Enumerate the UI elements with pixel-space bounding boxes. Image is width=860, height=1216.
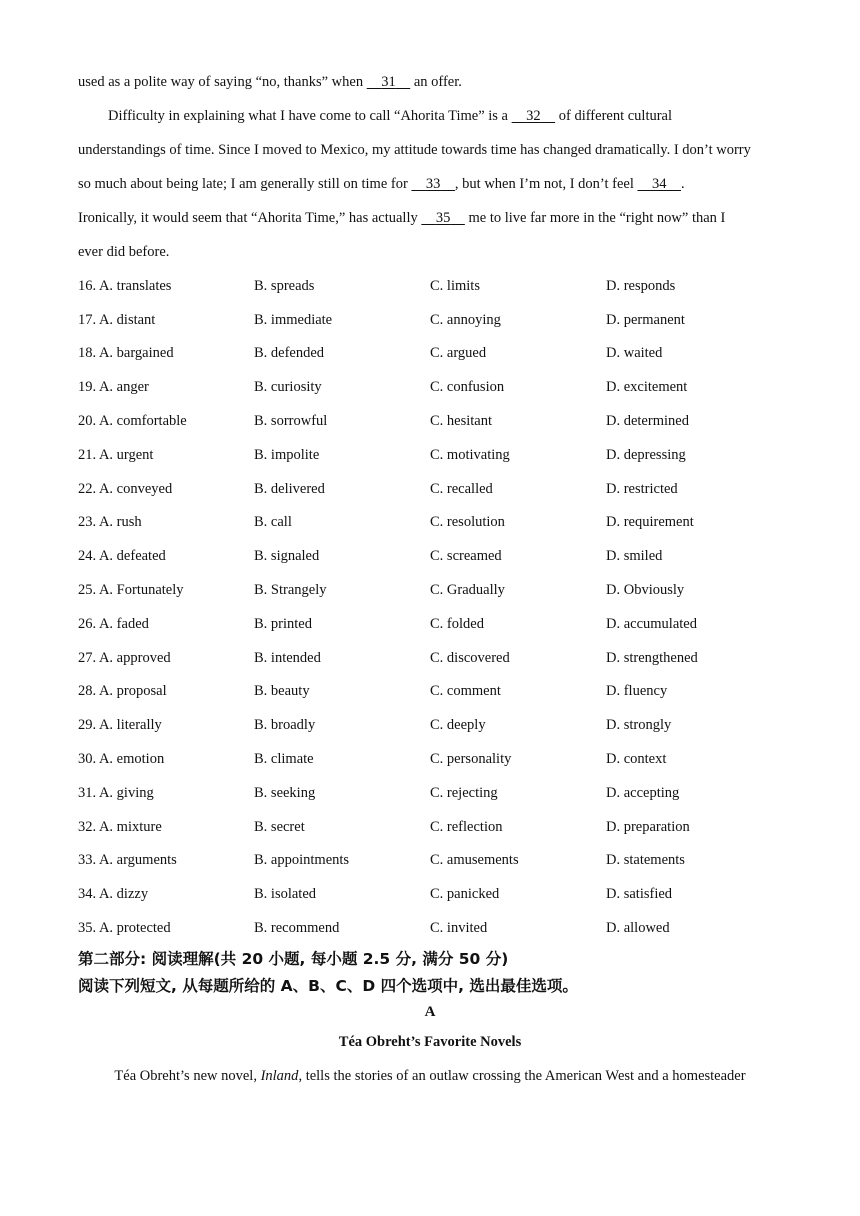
- option-a: A. defeated: [98, 548, 166, 564]
- option-a: A. rush: [98, 514, 142, 530]
- option-b: B. signaled: [254, 548, 320, 564]
- option-b: B. climate: [254, 751, 314, 767]
- blank-35: 35: [435, 210, 451, 226]
- option-d: D. waited: [606, 345, 663, 361]
- passage-line: understandings of time. Since I moved to Mexico, my attitude towards time has changed dramatically. I don’t worry: [78, 142, 751, 158]
- question-row: 21. A. urgent B. impolite C. motivating D. depressing: [78, 447, 686, 463]
- option-d: D. excitement: [606, 379, 688, 395]
- passage-line: [78, 176, 685, 193]
- blank-31: 31: [381, 74, 396, 90]
- question-row: 20. A. comfortable B. sorrowful C. hesitant D. determined: [78, 413, 689, 429]
- option-a: A. translates: [98, 278, 172, 294]
- option-b: B. impolite: [254, 447, 320, 463]
- option-c: C. motivating: [430, 447, 510, 463]
- option-c: C. confusion: [430, 379, 505, 395]
- question-row: 23. A. rush B. call C. resolution D. requirement: [78, 514, 694, 530]
- blank-32: 32: [526, 108, 541, 124]
- option-b: B. seeking: [254, 785, 316, 801]
- option-c: C. panicked: [430, 886, 500, 902]
- novel-title: Inland: [260, 1068, 299, 1084]
- option-d: D. determined: [606, 413, 689, 429]
- question-row: 28. A. proposal B. beauty C. comment D. fluency: [78, 683, 668, 699]
- passage-line: [78, 74, 462, 91]
- option-d: D. preparation: [606, 819, 690, 835]
- question-row: 19. A. anger B. curiosity C. confusion D. excitement: [78, 379, 688, 395]
- option-d: D. requirement: [606, 514, 694, 530]
- option-a: A. giving: [98, 785, 154, 801]
- option-d: D. accepting: [606, 785, 680, 801]
- option-d: D. Obviously: [606, 582, 685, 598]
- option-b: B. broadly: [254, 717, 316, 733]
- question-row: 22. A. conveyed B. delivered C. recalled D. restricted: [78, 481, 678, 497]
- option-a: A. mixture: [98, 819, 162, 835]
- passage-text: , but when I’m not, I don’t feel: [454, 176, 638, 192]
- article-title: Téa Obreht’s Favorite Novels: [338, 1034, 522, 1050]
- option-b: B. spreads: [254, 278, 315, 294]
- option-b: B. printed: [254, 616, 312, 632]
- option-c: C. invited: [430, 920, 488, 936]
- question-row: 26. A. faded B. printed C. folded D. accumulated: [78, 616, 697, 632]
- option-a: A. Fortunately: [98, 582, 184, 598]
- option-c: C. screamed: [430, 548, 502, 564]
- passage-line: ever did before.: [78, 244, 170, 260]
- question-row: 32. A. mixture B. secret C. reflection D. preparation: [78, 819, 690, 835]
- option-c: C. reflection: [430, 819, 503, 835]
- option-c: C. annoying: [430, 312, 501, 328]
- passage-line: [78, 210, 725, 227]
- option-c: C. Gradually: [430, 582, 505, 598]
- option-b: B. secret: [254, 819, 305, 835]
- passage-text: Difficulty in explaining what I have come to call “Ahorita Time” is a: [108, 108, 512, 124]
- passage-text: Ironically, it would seem that “Ahorita Time,” has actually: [78, 210, 422, 226]
- question-row: 27. A. approved B. intended C. discovered D. strengthened: [78, 650, 698, 666]
- option-b: B. appointments: [254, 852, 350, 868]
- option-a: A. proposal: [98, 683, 167, 699]
- option-b: B. sorrowful: [254, 413, 328, 429]
- question-row: 35. A. protected B. recommend C. invited D. allowed: [78, 920, 670, 936]
- question-row: 16. A. translates B. spreads C. limits D. responds: [78, 278, 676, 294]
- question-row: 31. A. giving B. seeking C. rejecting D. accepting: [78, 785, 680, 801]
- option-d: D. accumulated: [606, 616, 697, 632]
- option-c: C. resolution: [430, 514, 505, 530]
- option-c: C. folded: [430, 616, 484, 632]
- option-a: A. distant: [98, 312, 156, 328]
- option-b: B. intended: [254, 650, 321, 666]
- question-row: 30. A. emotion B. climate C. personality D. context: [78, 751, 667, 767]
- option-d: D. satisfied: [606, 886, 673, 902]
- article-intro: Téa Obreht’s new novel, Inland, tells the stories of an outlaw crossing the American West and a homesteader: [114, 1068, 746, 1084]
- section-instruction: 阅读下列短文, 从每题所给的 A、B、C、D 四个选项中, 选出最佳选项。: [78, 977, 578, 995]
- question-row: 29. A. literally B. broadly C. deeply D. strongly: [78, 717, 672, 733]
- option-b: B. Strangely: [254, 582, 327, 598]
- question-row: 24. A. defeated B. signaled C. screamed D. smiled: [78, 548, 663, 564]
- passage-text: an offer.: [410, 74, 462, 90]
- option-c: C. recalled: [430, 481, 493, 497]
- option-d: D. responds: [606, 278, 676, 294]
- option-d: D. allowed: [606, 920, 670, 936]
- passage-line: [108, 108, 672, 125]
- option-c: C. deeply: [430, 717, 486, 733]
- option-d: D. statements: [606, 852, 685, 868]
- option-a: A. literally: [98, 717, 162, 733]
- passage-text: .: [680, 176, 685, 192]
- option-d: D. fluency: [606, 683, 668, 699]
- option-d: D. restricted: [606, 481, 678, 497]
- question-row: 33. A. arguments B. appointments C. amusements D. statements: [78, 852, 685, 868]
- passage-text: so much about being late; I am generally still on time for: [78, 176, 412, 192]
- option-c: C. argued: [430, 345, 487, 361]
- question-row: 25. A. Fortunately B. Strangely C. Gradually D. Obviously: [78, 582, 685, 598]
- option-d: D. strengthened: [606, 650, 698, 666]
- option-a: A. emotion: [98, 751, 165, 767]
- part-letter: A: [424, 1004, 436, 1020]
- option-d: D. strongly: [606, 717, 672, 733]
- option-b: B. call: [254, 514, 292, 530]
- option-b: B. immediate: [254, 312, 333, 328]
- section-heading: 第二部分: 阅读理解(共 20 小题, 每小题 2.5 分, 满分 50 分): [78, 950, 509, 968]
- blank-34: 34: [651, 176, 667, 192]
- option-a: A. arguments: [98, 852, 177, 868]
- option-c: C. hesitant: [430, 413, 493, 429]
- option-b: B. beauty: [254, 683, 310, 699]
- option-a: A. anger: [98, 379, 149, 395]
- option-c: C. amusements: [430, 852, 519, 868]
- option-c: C. comment: [430, 683, 501, 699]
- question-row: 17. A. distant B. immediate C. annoying D. permanent: [78, 312, 685, 328]
- option-b: B. defended: [254, 345, 325, 361]
- option-d: D. smiled: [606, 548, 663, 564]
- option-b: B. recommend: [254, 920, 340, 936]
- option-c: C. personality: [430, 751, 512, 767]
- blank-33: 33: [425, 176, 441, 192]
- passage-text: of different cultural: [555, 108, 673, 124]
- option-a: A. protected: [98, 920, 171, 936]
- option-c: C. limits: [430, 278, 480, 294]
- option-a: A. bargained: [98, 345, 174, 361]
- option-d: D. depressing: [606, 447, 686, 463]
- option-a: A. approved: [98, 650, 171, 666]
- option-a: A. dizzy: [98, 886, 149, 902]
- option-a: A. faded: [98, 616, 149, 632]
- option-d: D. context: [606, 751, 667, 767]
- question-row: 34. A. dizzy B. isolated C. panicked D. satisfied: [78, 886, 673, 902]
- passage-text: me to live far more in the “right now” than I: [464, 210, 726, 226]
- option-c: C. rejecting: [430, 785, 498, 801]
- option-a: A. conveyed: [98, 481, 173, 497]
- option-b: B. curiosity: [254, 379, 322, 395]
- option-b: B. delivered: [254, 481, 325, 497]
- option-d: D. permanent: [606, 312, 685, 328]
- question-row: 18. A. bargained B. defended C. argued D. waited: [78, 345, 663, 361]
- option-c: C. discovered: [430, 650, 510, 666]
- option-a: A. comfortable: [98, 413, 187, 429]
- passage-text: used as a polite way of saying “no, thanks” when: [78, 74, 367, 90]
- option-a: A. urgent: [98, 447, 154, 463]
- option-b: B. isolated: [254, 886, 317, 902]
